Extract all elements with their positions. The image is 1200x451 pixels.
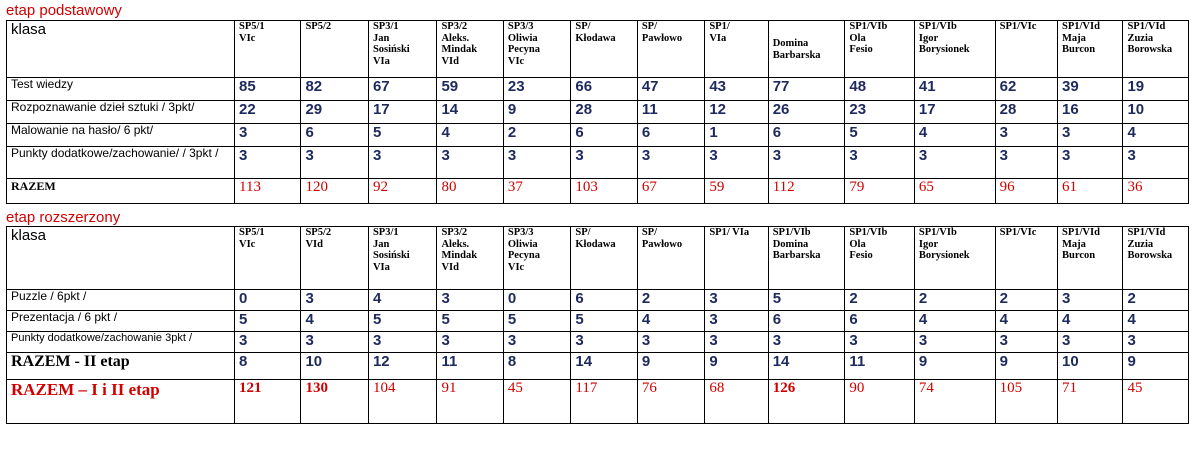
score-cell: 103: [571, 179, 637, 204]
column-header-line: SP/: [575, 21, 591, 32]
score-cell: 5: [571, 311, 637, 332]
score-cell: 10: [1123, 101, 1189, 124]
column-header: [1058, 21, 1123, 78]
score-cell: 8: [503, 353, 570, 380]
row-label: RAZEM – I i II etap: [7, 380, 235, 424]
score-cell: 10: [301, 353, 368, 380]
column-header-line: VId: [305, 238, 323, 250]
column-header: [368, 227, 437, 290]
score-cell: 3: [995, 332, 1057, 353]
score-cell: 59: [705, 179, 768, 204]
score-cell: 5: [437, 311, 503, 332]
column-header-line: SP3/1: [372, 21, 399, 32]
score-cell: 4: [301, 311, 368, 332]
column-header-line: Kłodawa: [575, 238, 616, 250]
column-header: [768, 21, 845, 78]
score-cell: 9: [1123, 353, 1189, 380]
column-header-line: SP1/VIb: [849, 21, 888, 32]
score-cell: 105: [995, 380, 1057, 424]
score-cell: 47: [637, 78, 704, 101]
score-cell: 3: [1058, 124, 1123, 147]
score-cell: 2: [1123, 290, 1189, 311]
score-cell: 3: [637, 147, 704, 179]
score-cell: 6: [768, 124, 845, 147]
column-header: [503, 21, 570, 78]
column-header-line: VIc: [507, 261, 525, 273]
score-cell: 3: [995, 124, 1057, 147]
score-cell: 104: [368, 380, 437, 424]
column-header-line: Fesio: [849, 250, 873, 261]
score-cell: 17: [914, 101, 995, 124]
column-header: [995, 227, 1057, 290]
column-header-line: Kłodawa: [575, 32, 616, 44]
score-cell: 82: [301, 78, 368, 101]
row-label: Punkty dodatkowe/zachowanie 3pkt /: [7, 332, 235, 353]
score-cell: 12: [705, 101, 768, 124]
row-label: Malowanie na hasło/ 6 pkt/: [7, 124, 235, 147]
column-header-line: VIc: [239, 32, 256, 44]
score-cell: 9: [995, 353, 1057, 380]
column-header: [1123, 227, 1189, 290]
column-header-line: SP/: [575, 227, 591, 238]
score-cell: 112: [768, 179, 845, 204]
score-cell: 0: [235, 290, 301, 311]
column-header-line: SP1/VIb: [772, 227, 811, 238]
column-header: [914, 227, 995, 290]
score-cell: 3: [995, 147, 1057, 179]
score-cell: 28: [995, 101, 1057, 124]
column-header-line: SP1/VIc: [999, 227, 1037, 238]
score-cell: 2: [845, 290, 915, 311]
score-cell: 3: [368, 147, 437, 179]
column-header-line: Pecyna: [507, 44, 540, 55]
score-cell: 3: [301, 147, 368, 179]
score-cell: 10: [1058, 353, 1123, 380]
total-row: [7, 179, 1189, 204]
score-cell: 36: [1123, 179, 1189, 204]
score-cell: 48: [845, 78, 915, 101]
score-cell: 3: [637, 332, 704, 353]
column-header-line: Sosiński: [372, 250, 410, 261]
score-cell: 4: [995, 311, 1057, 332]
score-cell: 9: [705, 353, 768, 380]
column-header-line: Barbarska: [772, 49, 821, 61]
column-header-line: Mindak: [441, 44, 478, 55]
column-header: [503, 227, 570, 290]
score-cell: 3: [235, 332, 301, 353]
score-cell: 6: [845, 311, 915, 332]
column-header-line: SP3/3: [507, 227, 534, 238]
column-header: [301, 21, 368, 78]
extended-stage-table: [6, 226, 1189, 424]
row-label: Rozpoznawanie dzieł sztuki / 3pkt/: [7, 101, 235, 124]
score-cell: 3: [768, 332, 845, 353]
score-cell: 130: [301, 380, 368, 424]
score-cell: 68: [705, 380, 768, 424]
score-cell: 19: [1123, 78, 1189, 101]
score-cell: 3: [705, 311, 768, 332]
score-cell: 3: [705, 147, 768, 179]
score-cell: 12: [368, 353, 437, 380]
column-header-line: Burcon: [1062, 250, 1096, 261]
column-header-line: VIc: [239, 238, 256, 250]
score-cell: 6: [637, 124, 704, 147]
score-cell: 126: [768, 380, 845, 424]
score-cell: 67: [368, 78, 437, 101]
score-cell: 6: [571, 124, 637, 147]
column-header: [705, 21, 768, 78]
column-header-line: SP1/VId: [1062, 227, 1100, 238]
score-cell: 6: [301, 124, 368, 147]
table-row: [7, 147, 1189, 179]
score-cell: 26: [768, 101, 845, 124]
column-header-line: SP3/2: [441, 21, 468, 32]
column-header-line: SP1/VId: [1127, 227, 1166, 238]
score-cell: 29: [301, 101, 368, 124]
score-cell: 1: [705, 124, 768, 147]
score-cell: 3: [845, 332, 915, 353]
column-header-line: Zuzia: [1127, 32, 1154, 44]
column-header-line: Ola: [849, 32, 866, 44]
section-title-extended: etap rozszerzony: [6, 209, 121, 226]
column-header: [301, 227, 368, 290]
column-header-line: SP3/3: [507, 21, 534, 32]
column-header-line: SP1/ VIa: [709, 227, 750, 238]
score-cell: 5: [368, 124, 437, 147]
score-cell: 3: [437, 147, 503, 179]
column-header-line: SP1/VId: [1062, 21, 1100, 32]
score-cell: 43: [705, 78, 768, 101]
score-cell: 2: [914, 290, 995, 311]
score-cell: 3: [705, 332, 768, 353]
column-header-line: VIc: [507, 55, 525, 67]
score-cell: 14: [571, 353, 637, 380]
score-cell: 62: [995, 78, 1057, 101]
column-header-line: Domina: [772, 238, 809, 250]
column-header-line: Igor: [918, 32, 939, 44]
column-header-line: Sosiński: [372, 44, 410, 55]
score-cell: 79: [845, 179, 915, 204]
score-cell: 5: [768, 290, 845, 311]
score-cell: 4: [1058, 311, 1123, 332]
score-cell: 9: [503, 101, 570, 124]
score-cell: 5: [845, 124, 915, 147]
column-header-line: Borowska: [1127, 44, 1173, 55]
column-header-line: Oliwia: [507, 238, 538, 250]
score-cell: 3: [1058, 290, 1123, 311]
score-cell: 39: [1058, 78, 1123, 101]
column-header: [1123, 21, 1189, 78]
score-cell: 28: [571, 101, 637, 124]
row-label: Punkty dodatkowe/zachowanie/ / 3pkt /: [7, 147, 235, 179]
column-header-line: SP3/2: [441, 227, 468, 238]
score-cell: 76: [637, 380, 704, 424]
column-header-line: Zuzia: [1127, 238, 1154, 250]
row-label: Puzzle / 6pkt /: [7, 290, 235, 311]
column-header-line: Maja: [1062, 238, 1086, 250]
score-cell: 2: [503, 124, 570, 147]
score-cell: 3: [1123, 332, 1189, 353]
row-label: RAZEM - II etap: [7, 353, 235, 380]
column-header-line: Borysionek: [918, 44, 970, 55]
score-cell: 45: [1123, 380, 1189, 424]
score-cell: 66: [571, 78, 637, 101]
score-cell: 3: [301, 290, 368, 311]
score-cell: 120: [301, 179, 368, 204]
column-header: [637, 227, 704, 290]
column-header-line: Jan: [372, 238, 390, 250]
score-cell: 67: [637, 179, 704, 204]
score-cell: 22: [235, 101, 301, 124]
score-cell: 11: [437, 353, 503, 380]
score-cell: 90: [845, 380, 915, 424]
score-cell: 77: [768, 78, 845, 101]
header-row: [7, 21, 1189, 78]
score-cell: 3: [235, 124, 301, 147]
stage-total-row: [7, 353, 1189, 380]
score-cell: 85: [235, 78, 301, 101]
column-header-line: Domina: [772, 38, 809, 49]
table-row: [7, 124, 1189, 147]
column-header-line: SP1/VIb: [918, 21, 957, 32]
score-cell: 3: [301, 332, 368, 353]
score-cell: 9: [637, 353, 704, 380]
score-cell: 3: [503, 147, 570, 179]
column-header-line: Barbarska: [772, 250, 821, 261]
score-cell: 3: [768, 147, 845, 179]
score-cell: 117: [571, 380, 637, 424]
column-header: [571, 21, 637, 78]
score-cell: 3: [845, 147, 915, 179]
column-header-line: VIa: [372, 55, 390, 67]
row-label: Test wiedzy: [7, 78, 235, 101]
row-label: RAZEM: [7, 179, 235, 204]
score-cell: 3: [368, 332, 437, 353]
column-header: [845, 21, 915, 78]
score-cell: 6: [571, 290, 637, 311]
score-cell: 2: [995, 290, 1057, 311]
score-cell: 59: [437, 78, 503, 101]
score-cell: 11: [637, 101, 704, 124]
column-header-line: SP1/VIc: [999, 21, 1037, 32]
score-cell: 14: [768, 353, 845, 380]
score-cell: 3: [705, 290, 768, 311]
column-header: [437, 227, 503, 290]
score-cell: 3: [503, 332, 570, 353]
score-cell: 121: [235, 380, 301, 424]
score-cell: 5: [368, 311, 437, 332]
column-header-line: SP5/1: [239, 21, 265, 32]
column-header-line: VId: [441, 55, 459, 67]
header-row: [7, 227, 1189, 290]
column-header-line: SP5/2: [305, 227, 332, 238]
column-header-line: Maja: [1062, 32, 1086, 44]
column-header-line: VId: [441, 261, 459, 273]
table-row: [7, 101, 1189, 124]
column-header: [845, 227, 915, 290]
column-header-line: SP1/VIb: [918, 227, 957, 238]
column-header: [235, 21, 301, 78]
score-cell: 23: [503, 78, 570, 101]
score-cell: 3: [914, 332, 995, 353]
column-header: [235, 227, 301, 290]
score-cell: 4: [368, 290, 437, 311]
score-cell: 113: [235, 179, 301, 204]
score-cell: 3: [571, 147, 637, 179]
score-cell: 5: [503, 311, 570, 332]
score-cell: 3: [235, 147, 301, 179]
score-cell: 71: [1058, 380, 1123, 424]
score-cell: 4: [1123, 311, 1189, 332]
score-cell: 41: [914, 78, 995, 101]
score-cell: 9: [914, 353, 995, 380]
basic-stage-table: [6, 20, 1189, 204]
column-header-line: SP/: [641, 227, 657, 238]
score-cell: 5: [235, 311, 301, 332]
column-header: [637, 21, 704, 78]
column-header-line: Borowska: [1127, 250, 1173, 261]
column-header-line: Aleks.: [441, 238, 470, 250]
column-header: [571, 227, 637, 290]
column-header: [368, 21, 437, 78]
score-cell: 3: [437, 332, 503, 353]
score-cell: 74: [914, 380, 995, 424]
score-cell: 37: [503, 179, 570, 204]
column-header-line: SP/: [641, 21, 657, 32]
column-header-line: SP1/VId: [1127, 21, 1166, 32]
score-cell: 2: [637, 290, 704, 311]
score-cell: 4: [914, 311, 995, 332]
column-header-line: Pawłowo: [641, 32, 683, 44]
score-cell: 16: [1058, 101, 1123, 124]
section-title-basic: etap podstawowy: [6, 2, 122, 19]
score-cell: 14: [437, 101, 503, 124]
table-row: [7, 332, 1189, 353]
column-header-line: Mindak: [441, 250, 478, 261]
score-cell: 45: [503, 380, 570, 424]
column-header-line: SP1/: [709, 21, 730, 32]
column-header-line: SP1/VIb: [849, 227, 888, 238]
column-header-line: VIa: [372, 261, 390, 273]
column-header: [914, 21, 995, 78]
score-cell: 17: [368, 101, 437, 124]
score-cell: 3: [1123, 147, 1189, 179]
score-cell: 3: [1058, 332, 1123, 353]
score-cell: 80: [437, 179, 503, 204]
grand-total-row: [7, 380, 1189, 424]
table-row: [7, 290, 1189, 311]
score-cell: 92: [368, 179, 437, 204]
score-cell: 6: [768, 311, 845, 332]
column-header-line: Burcon: [1062, 44, 1096, 55]
column-header-class: klasa: [7, 227, 235, 290]
score-cell: 3: [437, 290, 503, 311]
score-cell: 4: [637, 311, 704, 332]
column-header-line: Pecyna: [507, 250, 540, 261]
column-header-line: Ola: [849, 238, 866, 250]
column-header: [995, 21, 1057, 78]
column-header: [768, 227, 845, 290]
column-header: [1058, 227, 1123, 290]
score-cell: 8: [235, 353, 301, 380]
column-header-line: VIa: [709, 32, 727, 44]
row-label: Prezentacja / 6 pkt /: [7, 311, 235, 332]
score-cell: 4: [437, 124, 503, 147]
score-cell: 61: [1058, 179, 1123, 204]
score-cell: 4: [914, 124, 995, 147]
score-cell: 4: [1123, 124, 1189, 147]
column-header: [705, 227, 768, 290]
score-cell: 65: [914, 179, 995, 204]
score-cell: 3: [1058, 147, 1123, 179]
score-cell: 96: [995, 179, 1057, 204]
column-header-line: SP5/1: [239, 227, 265, 238]
column-header-line: Pawłowo: [641, 238, 683, 250]
column-header-line: SP3/1: [372, 227, 399, 238]
table-row: [7, 78, 1189, 101]
column-header: [437, 21, 503, 78]
column-header-class: klasa: [7, 21, 235, 78]
score-cell: 0: [503, 290, 570, 311]
column-header-line: Borysionek: [918, 250, 970, 261]
score-cell: 91: [437, 380, 503, 424]
column-header-line: Aleks.: [441, 32, 470, 44]
score-cell: 11: [845, 353, 915, 380]
score-cell: 3: [914, 147, 995, 179]
column-header-line: Jan: [372, 32, 390, 44]
column-header-line: Igor: [918, 238, 939, 250]
column-header-line: Fesio: [849, 44, 873, 55]
column-header-line: Oliwia: [507, 32, 538, 44]
score-cell: 23: [845, 101, 915, 124]
table-row: [7, 311, 1189, 332]
column-header-line: SP5/2: [305, 21, 332, 32]
score-cell: 3: [571, 332, 637, 353]
